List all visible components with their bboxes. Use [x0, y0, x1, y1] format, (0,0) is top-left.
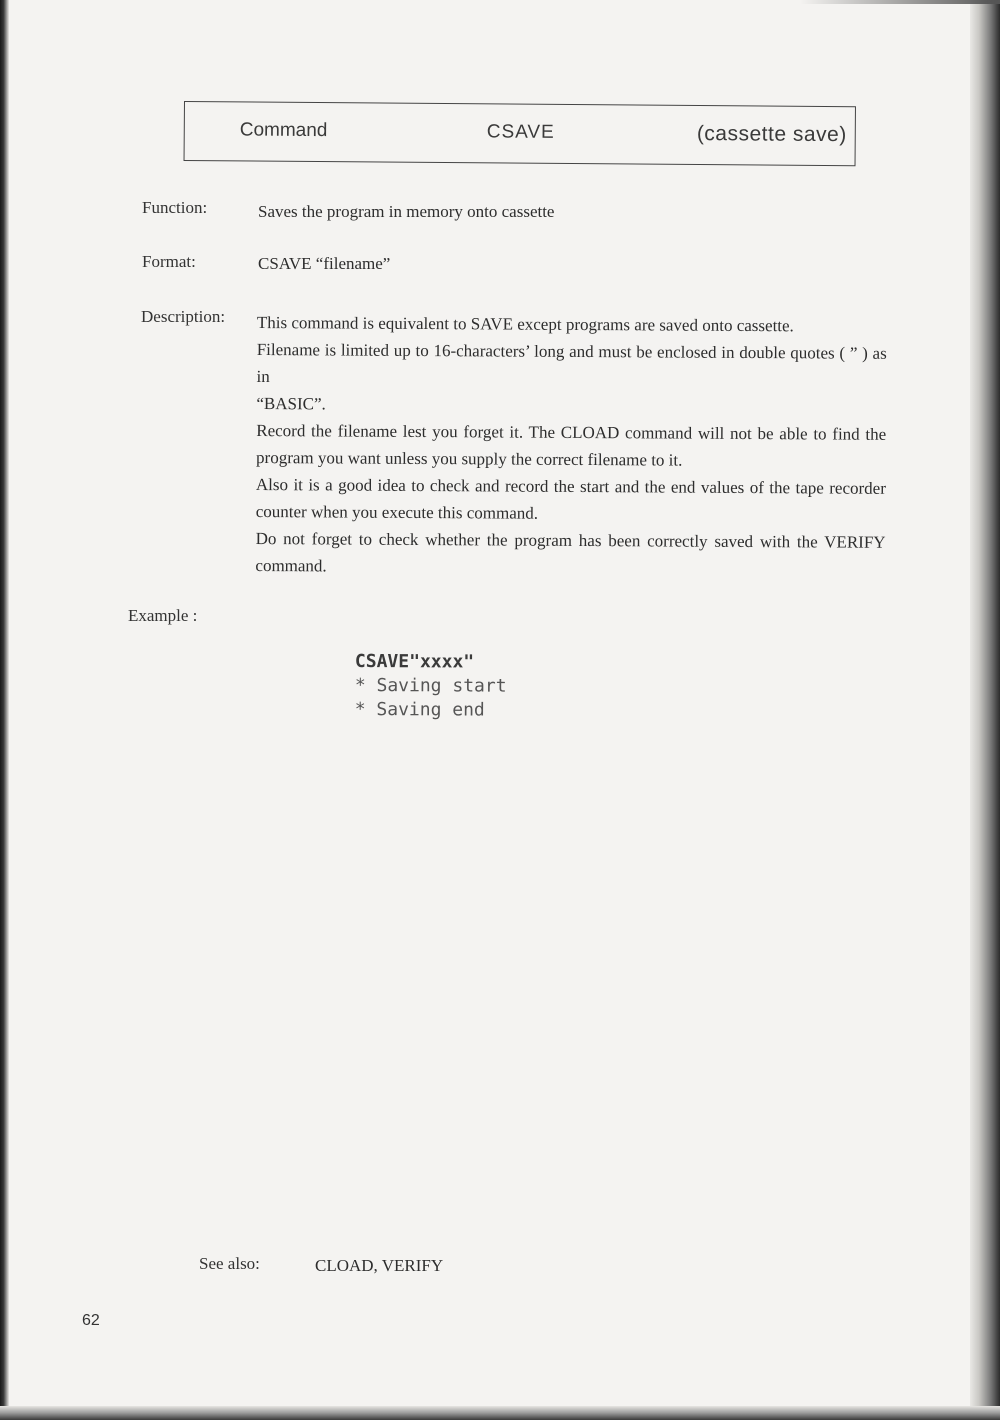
description-paragraph: Filename is limited up to 16-characters’ long and must be enclosed in double quotes ( ” ) as in — [256, 339, 887, 387]
description-label: Description: — [141, 307, 226, 326]
scan-top-edge — [800, 0, 1000, 4]
example-label: Example : — [128, 606, 198, 625]
example-code-block — [355, 650, 507, 723]
function-text: Saves the program in memory onto cassette — [258, 202, 555, 221]
example-line: * Saving end — [354, 698, 485, 721]
scan-right-edge — [970, 0, 1000, 1420]
description-body — [255, 309, 887, 583]
example-line: CSAVE"xxxx" — [354, 651, 475, 673]
command-header-box — [184, 101, 856, 166]
description-paragraph: Record the filename lest you forget it. The CLOAD command will not be able to find the program you want unless you supply the correct filename to it. — [256, 420, 887, 470]
scan-bottom-edge — [0, 1406, 1000, 1420]
scan-left-edge — [0, 0, 9, 1420]
function-label: Function: — [142, 198, 208, 217]
command-label: Command — [239, 119, 328, 142]
description-paragraph: Also it is a good idea to check and record the start and the end values of the tape recorder counter when you execute this command. — [255, 474, 886, 523]
description-paragraph: Do not forget to check whether the program has been correctly saved with the VERIFY command. — [255, 528, 886, 576]
description-paragraph: This command is equivalent to SAVE except programs are saved onto cassette. — [256, 312, 794, 336]
page-number: 62 — [82, 1312, 100, 1329]
format-label: Format: — [142, 252, 196, 271]
example-line: * Saving start — [354, 674, 507, 697]
format-text: CSAVE “filename” — [258, 254, 391, 273]
description-paragraph: “BASIC”. — [256, 393, 326, 414]
see-also-text: CLOAD, VERIFY — [315, 1256, 444, 1275]
command-name: CSAVE — [486, 121, 555, 143]
command-explanation: (cassette save) — [696, 122, 847, 147]
see-also-label: See also: — [199, 1254, 260, 1273]
